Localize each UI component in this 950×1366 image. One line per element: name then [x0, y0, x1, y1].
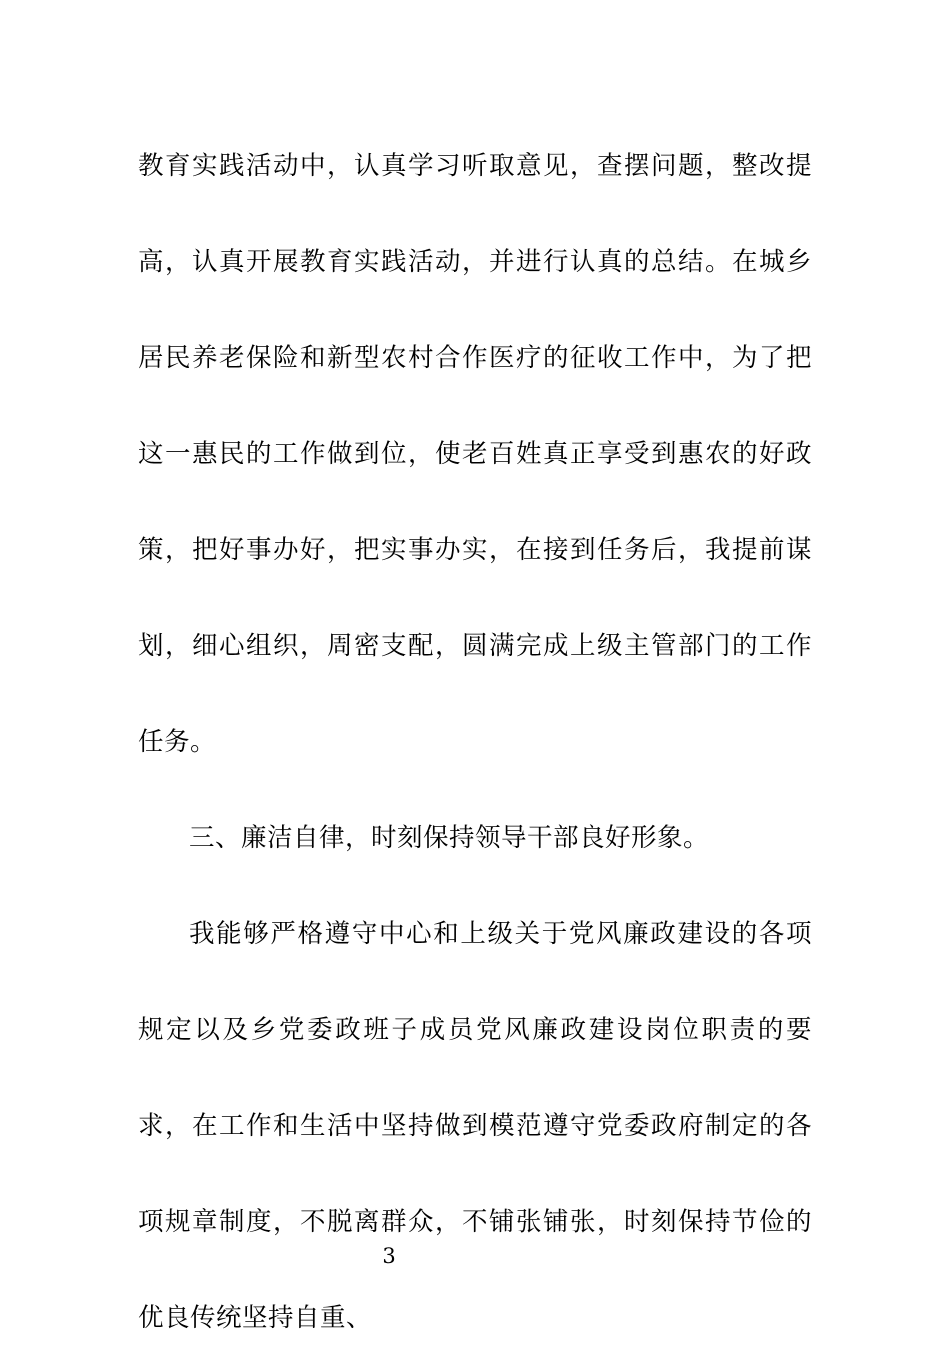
document-body [138, 118, 812, 1366]
paragraph-1: 教育实践活动中，认真学习听取意见，查摆问题，整改提高，认真开展教育实践活动，并进行认真的总结。在城乡居民养老保险和新型农村合作医疗的征收工作中，为了把这一惠民的工作做到位，使老百姓真正享受到惠农的好政策，把好事办好，把实事办实，在接到任务后，我提前谋划，细心组织，周密支配，圆满完成上级主管部门的工作任务。 [138, 151, 812, 757]
paragraph-2-heading: 三、廉洁自律，时刻保持领导干部良好形象。 [189, 823, 710, 853]
paragraph-3: 我能够严格遵守中心和上级关于党风廉政建设的各项规定以及乡党委政班子成员党风廉政建设岗位职责的要求，在工作和生活中坚持做到模范遵守党委政府制定的各项规章制度，不脱离群众，不铺张铺张，时刻保持节俭的优良传统坚持自重、 [138, 919, 812, 1333]
page-number [0, 1244, 950, 1268]
page-number-value: 3 [382, 1244, 396, 1268]
